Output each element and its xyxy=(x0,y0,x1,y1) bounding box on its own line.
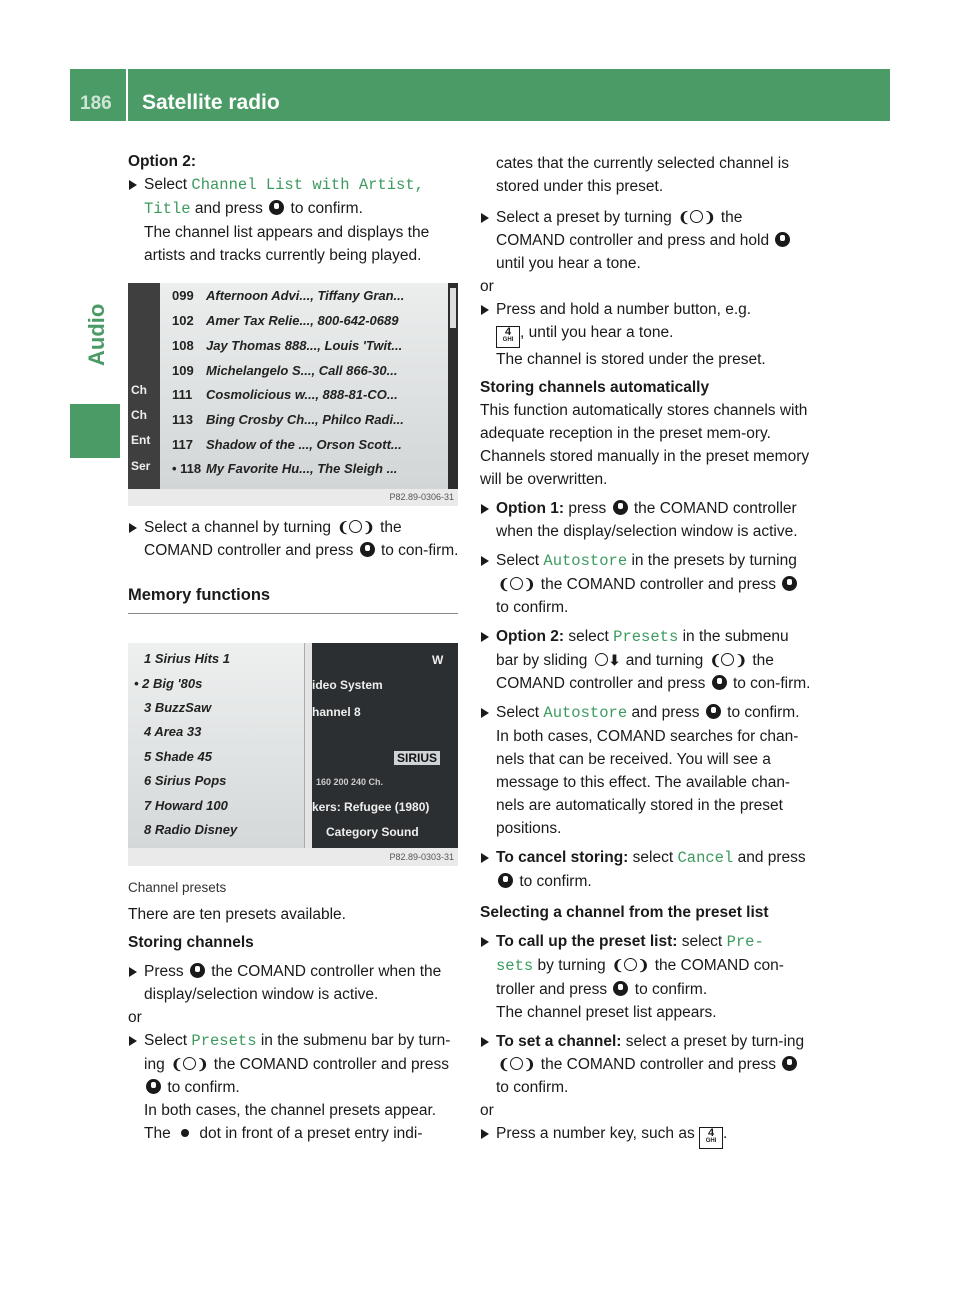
paragraph: There are ten presets available. xyxy=(128,906,346,923)
list-item: 109 Michelangelo S..., Call 866-30... xyxy=(172,363,398,378)
list-item: 8 Radio Disney xyxy=(144,822,238,837)
press-icon xyxy=(782,576,797,591)
figure-caption: Channel presets xyxy=(128,880,227,895)
list-item: 4 Area 33 xyxy=(144,724,202,739)
option2-heading: Option 2: xyxy=(128,153,197,170)
press-icon xyxy=(498,873,513,888)
heading-rule xyxy=(128,613,458,614)
or-text: or xyxy=(480,1102,494,1119)
press-icon xyxy=(146,1079,161,1094)
instruction-callup: To call up the preset list: select Pre- sets by turning ❨ ❩ the COMAND con-troller and press to confirm. The channel preset list appears. xyxy=(480,930,815,1024)
instruction-select-autostore: Select Autostore in the presets by turning ❨ ❩ the COMAND controller and press to confirm. xyxy=(480,549,815,619)
press-icon xyxy=(360,542,375,557)
section-tab-marker xyxy=(70,404,120,458)
press-icon xyxy=(190,963,205,978)
number-key-icon: 4 GHI xyxy=(699,1127,723,1149)
screenshot-channel-presets xyxy=(128,643,458,866)
scrollbar xyxy=(448,283,458,489)
instruction-select-autostore-2: Select Autostore and press to confirm. In both cases, COMAND searches for chan-nels that can be received. You will see a message to this effect. The available chan-nels are automatically stored in the preset positions. xyxy=(480,701,815,840)
main-display-panel: W ideo System hannel 8 SIRIUS 160 200 240 Ch. kers: Refugee (1980) Category Sound xyxy=(312,643,458,848)
press-icon xyxy=(706,704,721,719)
instruction-select-list: Select Channel List with Artist, Title and press to confirm. The channel list appears and displays the artists and tracks currently being played. xyxy=(128,173,460,267)
list-item: 117 Shadow of the ..., Orson Scott... xyxy=(172,437,402,452)
instruction-number-key: Press a number key, such as 4 GHI . xyxy=(480,1122,815,1149)
or-text: or xyxy=(128,1009,142,1026)
page-title: Satellite radio xyxy=(142,91,280,114)
preset-list xyxy=(128,643,306,848)
section-tab-label: Audio xyxy=(84,303,109,366)
figure-code: P82.89-0306-31 xyxy=(128,489,458,506)
screenshot-channel-list xyxy=(128,283,458,506)
paragraph: This function automatically stores channels with adequate reception in the preset mem-ory. Channels stored manually in the preset memory will be overwritten. xyxy=(480,402,810,488)
press-icon xyxy=(775,232,790,247)
list-item: 3 BuzzSaw xyxy=(144,700,212,715)
instruction-press: Press the COMAND controller when the display/selection window is active. xyxy=(128,960,460,1006)
rotate-icon: ❨ ❩ xyxy=(611,957,649,973)
press-icon xyxy=(782,1056,797,1071)
figure-code: P82.89-0303-31 xyxy=(128,848,458,866)
number-key-icon: 4 GHI xyxy=(496,326,520,348)
column-left-2 xyxy=(128,516,460,614)
header-divider xyxy=(126,69,128,121)
list-item: 102 Amer Tax Relie..., 800-642-0689 xyxy=(172,313,399,328)
rotate-icon: ❨ ❩ xyxy=(337,519,374,535)
instruction-option1: Option 1: press the COMAND controller when the display/selection window is active. xyxy=(480,497,815,543)
select-heading: Selecting a channel from the preset list xyxy=(480,904,769,921)
instruction-option2: Option 2: select Presets in the submenu bar by sliding ⬇ and turning ❨ ❩ the COMAND controller and press to con-firm. xyxy=(480,625,815,695)
list-item: 111 Cosmolicious w..., 888-81-CO... xyxy=(172,387,398,402)
rotate-icon: ❨ ❩ xyxy=(498,1056,535,1072)
list-item: 7 Howard 100 xyxy=(144,798,228,813)
dot-icon xyxy=(181,1129,189,1137)
page-header xyxy=(70,69,890,121)
list-item: 108 Jay Thomas 888..., Louis 'Twit... xyxy=(172,338,403,353)
list-item: 099 Afternoon Advi..., Tiffany Gran... xyxy=(172,288,405,303)
storing-heading: Storing channels xyxy=(128,934,254,951)
list-item: 113 Bing Crosby Ch..., Philco Radi... xyxy=(172,412,404,427)
list-item: • 2 Big '80s xyxy=(134,676,203,691)
instruction-set-channel: To set a channel: select a preset by turn-ing ❨ ❩ the COMAND controller and press to confirm. xyxy=(480,1030,815,1099)
press-icon xyxy=(613,981,628,996)
or-text: or xyxy=(480,278,494,295)
list-item: • 118 My Favorite Hu..., The Sleigh ... xyxy=(172,461,398,476)
auto-heading: Storing channels automatically xyxy=(480,379,710,396)
left-panel: Ch Ch Ent Ser xyxy=(128,283,160,489)
instruction-press-hold: Press and hold a number button, e.g. 4 GHI , until you hear a tone. The channel is stored under the preset. xyxy=(480,298,815,371)
list-item: 5 Shade 45 xyxy=(144,749,212,764)
page-number: 186 xyxy=(80,93,112,114)
press-icon xyxy=(613,500,628,515)
slide-down-icon: ⬇ xyxy=(594,649,620,672)
memory-functions-heading: Memory functions xyxy=(128,586,271,604)
rotate-icon: ❨ ❩ xyxy=(171,1056,208,1072)
instruction-select-channel: Select a channel by turning ❨ ❩ the COMAND controller and press to con-firm. xyxy=(128,516,460,562)
instruction-cancel: To cancel storing: select Cancel and press to confirm. xyxy=(480,846,815,893)
rotate-icon: ❨ ❩ xyxy=(709,652,747,668)
column-left-3 xyxy=(128,876,460,1145)
paragraph: cates that the currently selected channel is stored under this preset. xyxy=(496,155,789,195)
list-item: 1 Sirius Hits 1 xyxy=(144,651,230,666)
instruction-select-presets: Select Presets in the submenu bar by turn-ing ❨ ❩ the COMAND controller and press to confirm. In both cases, the channel presets appear. The dot in front of a preset entry indi- xyxy=(128,1029,460,1145)
column-right xyxy=(480,152,815,1149)
column-left xyxy=(128,150,460,267)
list-item: 6 Sirius Pops xyxy=(144,773,227,788)
instruction-select-preset: Select a preset by turning ❨ ❩ the COMAND controller and press and hold until you hear a tone. xyxy=(480,206,815,275)
rotate-icon: ❨ ❩ xyxy=(498,576,535,592)
press-icon xyxy=(712,675,727,690)
rotate-icon: ❨ ❩ xyxy=(678,209,715,225)
press-icon xyxy=(269,200,284,215)
channel-list xyxy=(160,283,448,489)
